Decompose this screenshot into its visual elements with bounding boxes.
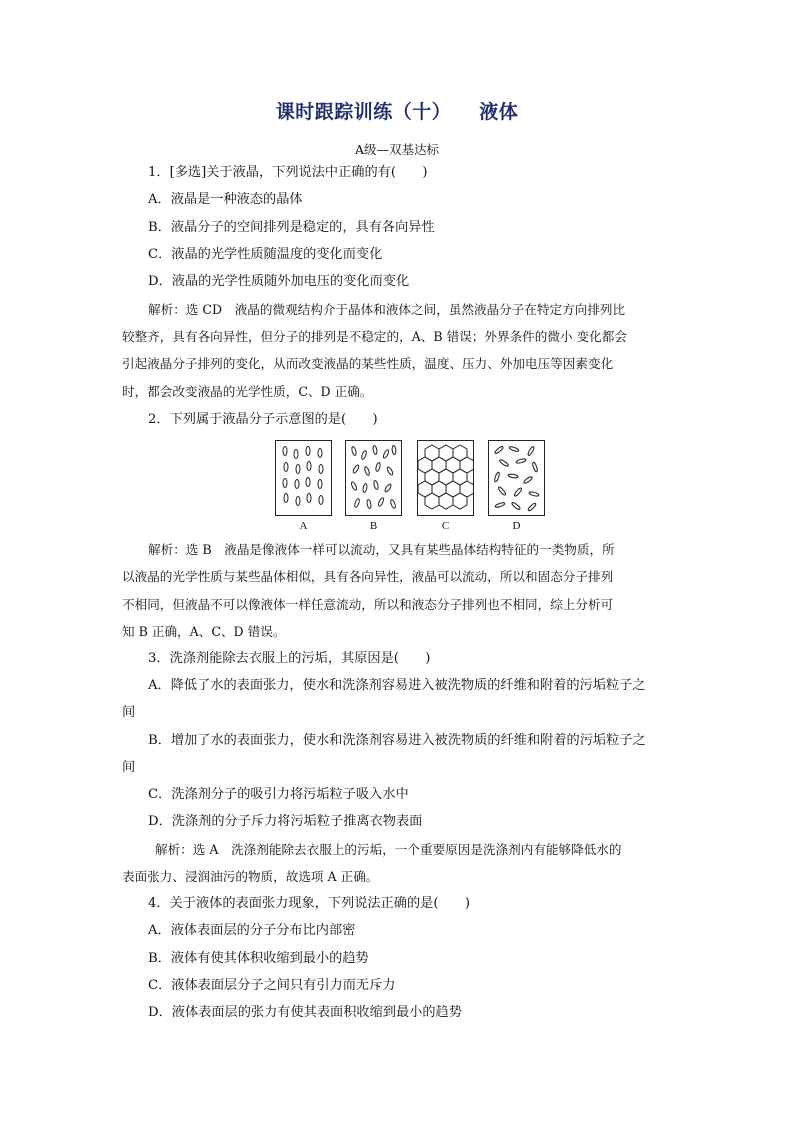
q1-option-a: A．液晶是一种液态的晶体: [148, 192, 303, 207]
q1-explanation-line: 时，都会改变液晶的光学性质，C、D 正确。: [122, 384, 373, 399]
q1-option-c: C．液晶的光学性质随温度的变化而变化: [148, 247, 383, 262]
diagram-a-label: A: [299, 520, 308, 532]
q3-option-b-cont: 间: [122, 760, 136, 775]
q2-stem: 2．下列属于液晶分子示意图的是( ): [148, 412, 378, 427]
q2-explanation-line: 知 B 正确，A、C、D 错误。: [122, 624, 286, 639]
q1-option-b: B．液晶分子的空间排列是稳定的，具有各向异性: [148, 220, 435, 235]
diagram-b-label: B: [369, 520, 378, 532]
diagram-d-label: D: [512, 520, 521, 532]
q2-explanation-line: 以液晶的光学性质与某些晶体相似，具有各向异性，液晶可以流动，所以和固态分子排列: [122, 569, 614, 584]
diagram-c-label: C: [441, 520, 450, 532]
q2-explanation-line: 解析：选 B 液晶是像液体一样可以流动，又具有某些晶体结构特征的一类物质，所: [148, 542, 615, 557]
q1-explanation-line: 引起液晶分子排列的变化，从而改变液晶的某些性质，温度、压力、外加电压等因素变化: [122, 356, 614, 371]
q4-option-d: D．液体表面层的张力有使其表面积收缩到最小的趋势: [148, 1005, 462, 1020]
q4-option-b: B．液体有使其体积收缩到最小的趋势: [148, 951, 369, 966]
q3-option-a: A．降低了水的表面张力，使水和洗涤剂容易进入被洗物质的纤维和附着的污垢粒子之: [148, 678, 646, 693]
q1-stem: 1．[多选]关于液晶，下列说法中正确的有( ): [148, 165, 428, 180]
q3-option-d: D．洗涤剂的分子斥力将污垢粒子推离衣物表面: [148, 814, 423, 829]
q3-explanation-line: 解析：选 A 洗涤剂能除去衣服上的污垢，一个重要原因是洗涤剂内有能够降低水的: [155, 842, 622, 857]
q1-option-d: D．液晶的光学性质随外加电压的变化而变化: [148, 274, 410, 289]
diagram-d: [488, 440, 545, 516]
section-subtitle: A级—双基达标: [354, 142, 440, 157]
q3-explanation-line: 表面张力、浸润油污的物质，故选项 A 正确。: [122, 869, 379, 884]
title-topic: 液体: [479, 101, 519, 123]
q4-stem: 4．关于液体的表面张力现象，下列说法正确的是( ): [148, 896, 470, 911]
diagram-c: [417, 440, 474, 516]
q4-option-a: A．液体表面层的分子分布比内部密: [148, 923, 356, 938]
q1-explanation-line: 较整齐，具有各向异性，但分子的排列是不稳定的，A、B 错误；外界条件的微小 变化都会: [122, 329, 627, 344]
q3-option-a-cont: 间: [122, 705, 136, 720]
page-title: [0, 97, 794, 124]
q4-option-c: C．液体表面层分子之间只有引力而无斥力: [148, 978, 396, 993]
title-main: 课时跟踪训练（十）: [275, 101, 452, 123]
q3-option-b: B．增加了水的表面张力，使水和洗涤剂容易进入被洗物质的纤维和附着的污垢粒子之: [148, 733, 646, 748]
molecule-diagrams: [270, 440, 550, 534]
q1-explanation-line: 解析：选 CD 液晶的微观结构介于晶体和液体之间，虽然液晶分子在特定方向排列比: [148, 302, 626, 317]
diagram-b: [345, 440, 402, 516]
q3-stem: 3．洗涤剂能除去衣服上的污垢，其原因是( ): [148, 651, 431, 666]
q3-option-c: C．洗涤剂分子的吸引力将污垢粒子吸入水中: [148, 787, 409, 802]
q2-explanation-line: 不相同，但液晶不可以像液体一样任意流动，所以和液态分子排列也不相同，综上分析可: [122, 597, 614, 612]
diagram-a: [275, 440, 332, 516]
